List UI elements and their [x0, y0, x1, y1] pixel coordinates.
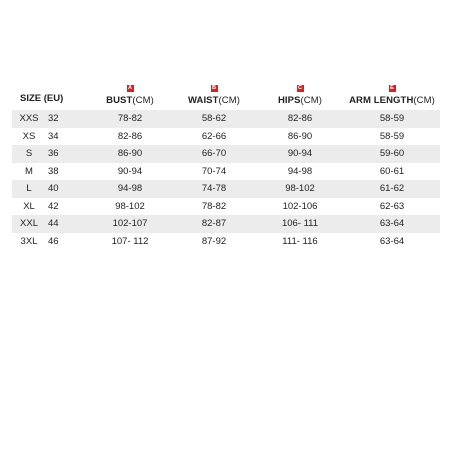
hips-cell: 111- 116 [282, 235, 318, 247]
eu-cell: 32 [48, 113, 59, 124]
table-row [12, 145, 440, 163]
bust-column-header [100, 78, 160, 106]
size-column-header: SIZE (EU) [20, 93, 64, 104]
size-cell: L [26, 183, 32, 194]
hips-cell: 86-90 [287, 130, 313, 142]
bust-cell: 102-107 [112, 218, 148, 229]
hips-column-header [270, 78, 330, 106]
table-row [12, 110, 440, 128]
table-row [12, 180, 440, 198]
bust-cell: 98-102 [115, 200, 145, 212]
arm-length-column-header [342, 78, 442, 106]
eu-cell: 34 [48, 130, 59, 142]
arm-length-label: ARM LENGTH [349, 95, 414, 106]
waist-label: WAIST [187, 95, 219, 106]
badge-a: A [127, 85, 133, 91]
bust-cell: 82-86 [117, 130, 143, 142]
waist-cell: 74-78 [201, 183, 227, 194]
waist-column-header [184, 78, 244, 106]
table-row [12, 163, 440, 181]
table-row [12, 198, 440, 216]
bust-cell: 78-82 [117, 113, 143, 124]
waist-cell: 87-92 [201, 235, 227, 247]
hips-cell: 102-106 [282, 200, 318, 212]
arm-length-unit: (CM) [413, 95, 435, 106]
size-cell: XL [23, 200, 35, 212]
size-rows [12, 110, 440, 250]
size-cell: M [25, 165, 33, 177]
hips-cell: 106- 111 [281, 218, 319, 229]
bust-cell: 90-94 [117, 165, 143, 177]
arm-cell: 62-63 [379, 200, 405, 212]
badge-c: C [297, 85, 303, 91]
waist-unit: (CM) [218, 95, 241, 106]
hips-cell: 94-98 [287, 165, 313, 177]
bust-cell: 94-98 [117, 183, 143, 194]
table-row [12, 233, 440, 251]
waist-cell: 82-87 [201, 218, 227, 229]
hips-cell: 98-102 [285, 183, 315, 194]
header-row [12, 78, 440, 106]
badge-e: E [390, 85, 394, 91]
waist-cell: 70-74 [201, 165, 227, 177]
bust-unit: (CM) [132, 95, 154, 106]
size-cell: XXL [20, 218, 38, 229]
waist-cell: 66-70 [201, 148, 227, 159]
size-cell: 3XL [20, 235, 38, 247]
size-cell: S [25, 148, 33, 159]
bust-cell: 107- 112 [111, 235, 149, 247]
badge-b: B [211, 85, 217, 91]
waist-cell: 58-62 [201, 113, 227, 124]
bust-label: BUST [106, 95, 133, 106]
hips-cell: 90-94 [287, 148, 313, 159]
arm-cell: 61-62 [379, 183, 405, 194]
arm-cell: 60-61 [379, 165, 405, 177]
eu-cell: 36 [48, 148, 59, 159]
arm-cell: 58-59 [379, 130, 405, 142]
table-row [12, 215, 440, 233]
table-row [12, 128, 440, 146]
arm-cell: 63-64 [379, 235, 405, 247]
eu-cell: 38 [48, 165, 59, 177]
waist-cell: 78-82 [201, 200, 227, 212]
arm-cell: 59-60 [379, 148, 405, 159]
eu-cell: 44 [48, 218, 59, 229]
arm-cell: 63-64 [379, 218, 405, 229]
size-cell: XS [22, 130, 36, 142]
hips-unit: (CM) [300, 95, 323, 106]
eu-cell: 42 [48, 200, 59, 212]
eu-cell: 46 [48, 235, 59, 247]
size-cell: XXS [19, 113, 39, 124]
waist-cell: 62-66 [201, 130, 227, 142]
eu-cell: 40 [48, 183, 59, 194]
hips-label: HIPS [277, 95, 301, 106]
arm-cell: 58-59 [379, 113, 405, 124]
bust-cell: 86-90 [117, 148, 143, 159]
size-chart [12, 78, 440, 250]
hips-cell: 82-86 [287, 113, 313, 124]
